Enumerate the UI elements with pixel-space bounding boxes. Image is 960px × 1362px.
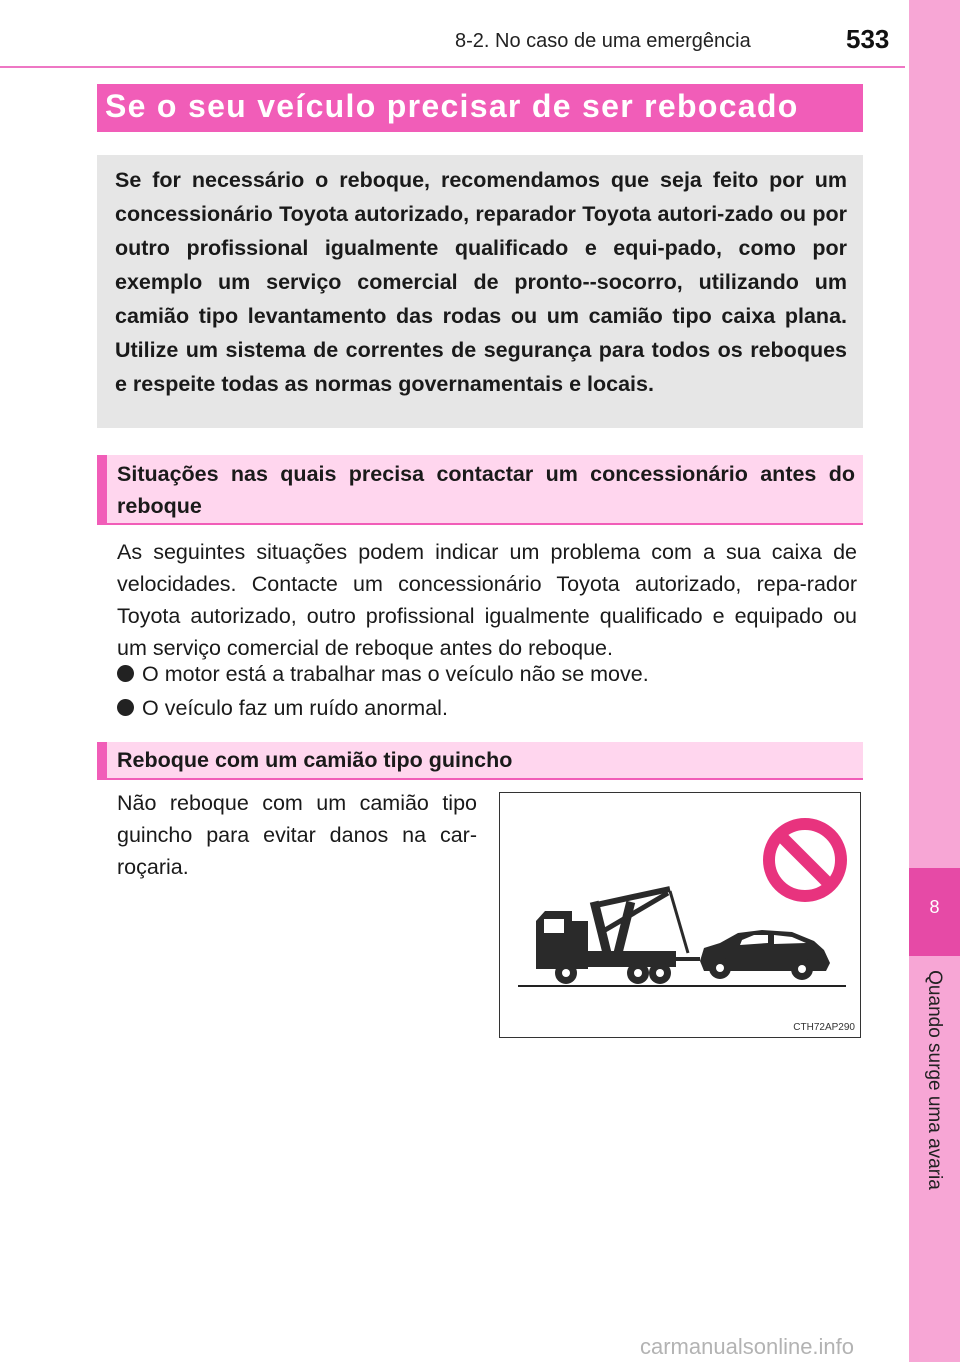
header-divider [0,66,905,68]
summary-text: Se for necessário o reboque, recomendamos que seja feito por um concessionário Toyota autorizado, reparador Toyota autori-zado ou por outro profissional igualmente qualificado e equi-pado, como por exemplo um serviço comercial de pronto--socorro, utilizando um camião tipo levantamento das rodas ou um camião tipo caixa plana. Utilize um sistema de correntes de segurança para todos os reboques e respeite todas as normas governamentais e locais. [115,168,847,396]
transmission-paragraph: As seguintes situações podem indicar um problema com a sua caixa de velocidades. Contacte um concessionário Toyota autorizado, repa-rador Toyota autorizado, outro profissional igualmente qualificado e equipado ou um serviço comercial de reboque antes do reboque. [117,540,857,660]
bullet-icon [117,665,134,682]
list-item: O veículo faz um ruído anormal. [117,692,448,724]
bullet-icon [117,699,134,716]
towing-illustration-svg [500,793,860,1037]
summary-box [97,155,863,428]
subheading-contact-dealer [97,455,863,525]
towing-illustration [499,792,861,1038]
prohibition-icon [769,824,841,896]
subheading-text: Situações nas quais precisa contactar um concessionário antes do reboque [117,462,855,518]
subheading-text: Reboque com um camião tipo guincho [117,748,513,772]
winch-paragraph: Não reboque com um camião tipo guincho para evitar danos na car-roçaria. [117,791,477,879]
chapter-title: Quando surge uma avaria [924,970,945,1190]
tow-truck-icon [536,889,700,984]
figure-code: CTH72AP290 [793,1022,855,1033]
watermark: carmanualsonline.info [640,1334,855,1359]
main-title-banner [97,84,863,132]
subheading-winch-truck [97,742,863,780]
chapter-number: 8 [909,868,960,956]
list-item: O motor está a trabalhar mas o veículo não se move. [117,658,649,690]
main-title: Se o seu veículo precisar de ser rebocado [105,88,799,124]
page-number: 533 [846,24,890,54]
section-title: 8-2. No caso de uma emergência [455,30,751,52]
car-icon [700,930,830,980]
